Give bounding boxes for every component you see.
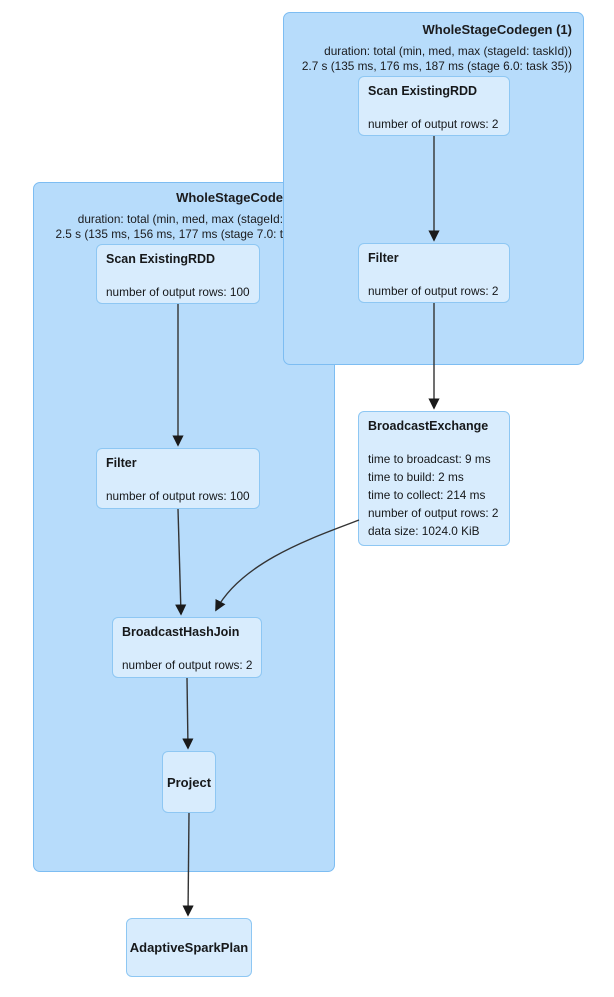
cluster-wholestagecodegen-2-label [33,182,283,244]
cluster-title: WholeStageCode [176,190,283,205]
node-scan-existingrdd-2[interactable] [96,244,260,304]
metric-time-to-broadcast: time to broadcast: 9 ms [368,452,491,466]
node-title: Project [166,774,212,790]
node-project[interactable] [162,751,216,813]
duration-label: duration: total (min, med, max (stageId: taskId)) [324,44,572,58]
node-title: Scan ExistingRDD [106,252,216,266]
node-metrics [122,656,252,674]
metric-data-size: data size: 1024.0 KiB [368,524,480,538]
node-adaptive-spark-plan[interactable] [126,918,252,977]
cluster-title: WholeStageCodegen (1) [422,22,572,37]
node-metrics [368,115,500,133]
node-title: Filter [106,456,137,470]
node-metrics [368,282,500,300]
node-title: AdaptiveSparkPlan [129,940,249,955]
duration-value: 2.7 s (135 ms, 176 ms, 187 ms (stage 6.0: task 35)) [301,58,572,73]
metric-output-rows: number of output rows: 100 [106,285,250,299]
node-scan-existingrdd-1[interactable] [358,76,510,136]
metric-output-rows: number of output rows: 100 [106,489,250,503]
node-broadcast-hash-join[interactable] [112,617,262,678]
metric-time-to-build: time to build: 2 ms [368,470,464,484]
duration-value: 2.5 s (135 ms, 156 ms, 177 ms (stage 7.0: t [55,226,283,241]
node-metrics [106,283,250,301]
node-metrics [368,450,500,540]
metric-output-rows: number of output rows: 2 [368,506,499,520]
node-metrics [106,487,250,505]
node-title: BroadcastHashJoin [122,625,240,639]
node-title: BroadcastExchange [368,419,489,433]
node-title: Scan ExistingRDD [368,84,478,98]
node-title: Filter [368,251,399,265]
metric-output-rows: number of output rows: 2 [368,117,499,131]
cluster-duration-metric [283,44,572,73]
node-broadcast-exchange[interactable] [358,411,510,546]
metric-output-rows: number of output rows: 2 [122,658,253,672]
node-filter-2[interactable] [96,448,260,509]
metric-output-rows: number of output rows: 2 [368,284,499,298]
node-filter-1[interactable] [358,243,510,303]
cluster-duration-metric [33,212,283,241]
cluster-wholestagecodegen-1-label [283,12,584,73]
metric-time-to-collect: time to collect: 214 ms [368,488,486,502]
duration-label: duration: total (min, med, max (stageId: [77,212,283,226]
